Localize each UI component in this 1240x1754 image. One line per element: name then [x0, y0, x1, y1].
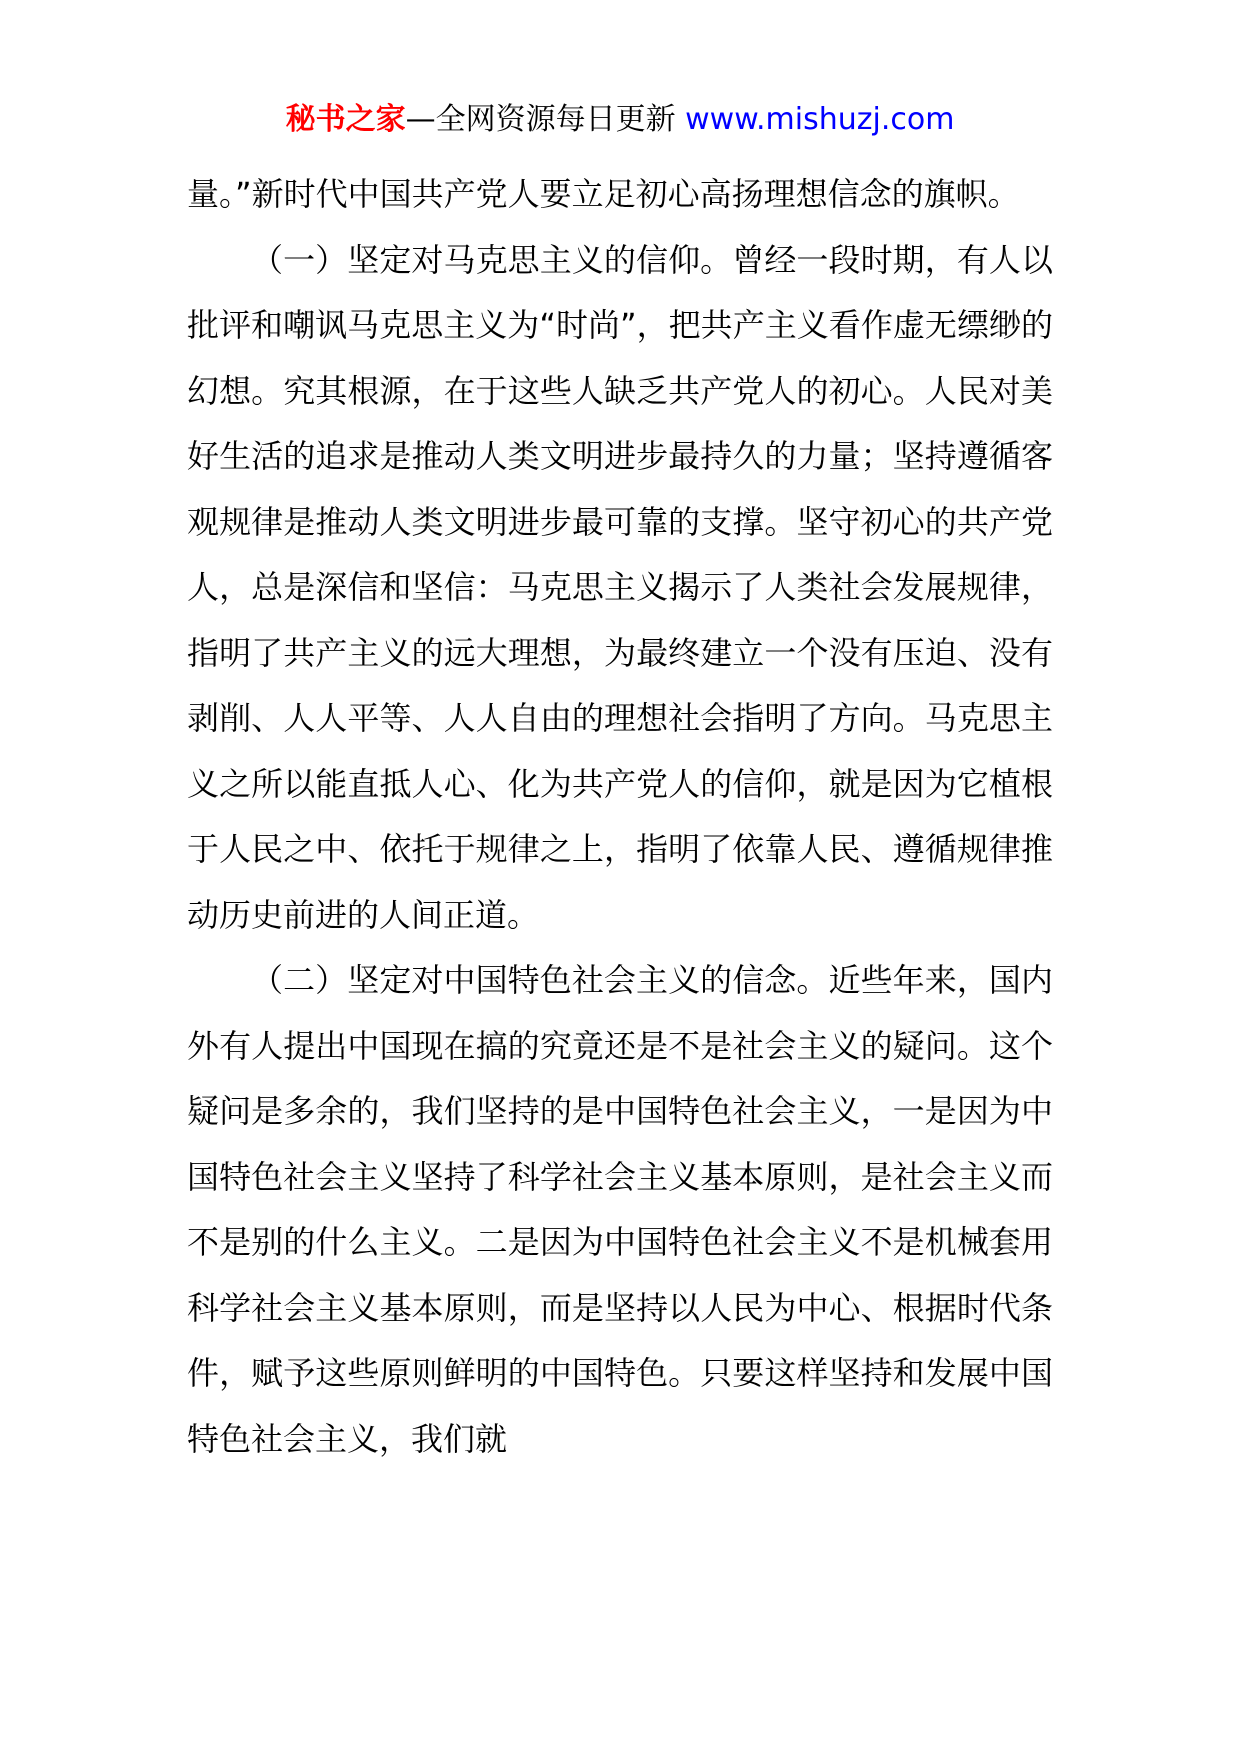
- page-header: [0, 100, 1240, 140]
- header-brand: 秘书之家: [285, 102, 406, 137]
- paragraph-section-one: （一）坚定对马克思主义的信仰。曾经一段时期，有人以批评和嘲讽马克思主义为“时尚”，把共产主义看作虚无缥缈的幻想。究其根源，在于这些人缺乏共产党人的初心。人民对美好生活的追求是推动人类文明进步最持久的力量；坚持遵循客观规律是推动人类文明进步最可靠的支撑。坚守初心的共产党人，总是深信和坚信：马克思主义揭示了人类社会发展规律，指明了共产主义的远大理想，为最终建立一个没有压迫、没有剥削、人人平等、人人自由的理想社会指明了方向。马克思主义之所以能直抵人心、化为共产党人的信仰，就是因为它植根于人民之中、依托于规律之上，指明了依靠人民、遵循规律推动历史前进的人间正道。: [187, 240, 1053, 934]
- header-tagline: —全网资源每日更新: [405, 102, 686, 137]
- paragraph-section-two: （二）坚定对中国特色社会主义的信念。近些年来，国内外有人提出中国现在搞的究竟还是不是社会主义的疑问。这个疑问是多余的，我们坚持的是中国特色社会主义，一是因为中国特色社会主义坚持了科学社会主义基本原则，是社会主义而不是别的什么主义。二是因为中国特色社会主义不是机械套用科学社会主义基本原则，而是坚持以人民为中心、根据时代条件，赋予这些原则鲜明的中国特色。只要这样坚持和发展中国特色社会主义，我们就: [187, 961, 1053, 1458]
- paragraph-continuation: 量。”新时代中国共产党人要立足初心高扬理想信念的旗帜。: [187, 175, 1020, 213]
- header-url-link[interactable]: www.mishuzj.com: [685, 102, 955, 137]
- document-body: [187, 162, 1053, 1472]
